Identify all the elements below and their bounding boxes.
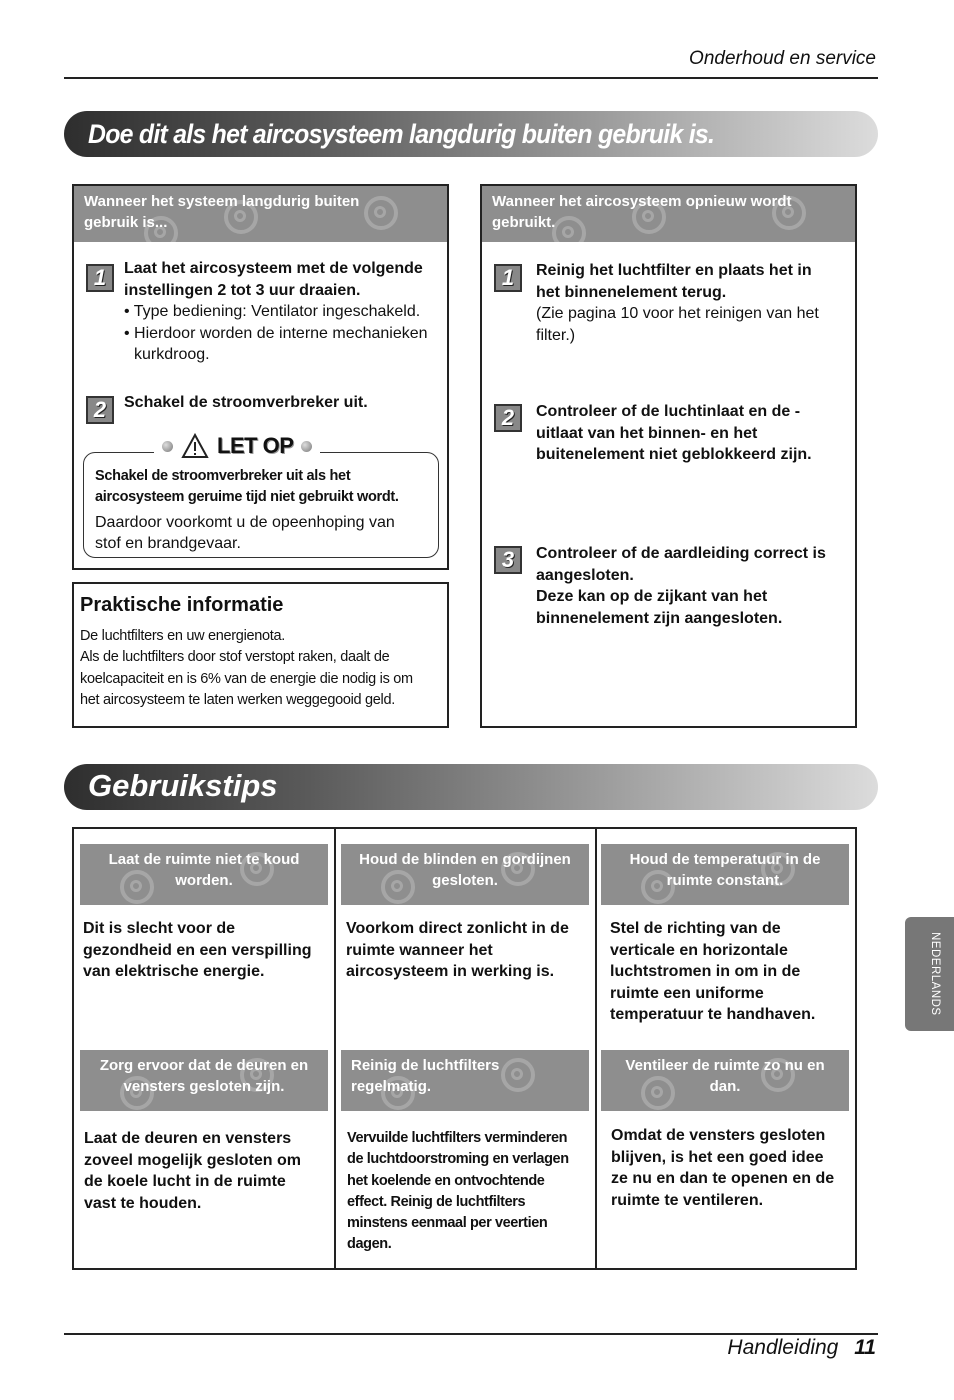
warning-icon bbox=[181, 433, 209, 459]
tip-5-header: Reinig de luchtfilters regelmatig. bbox=[341, 1050, 589, 1111]
tip-2-header: Houd de blinden en gordijnen gesloten. bbox=[341, 844, 589, 905]
restart-box bbox=[480, 184, 857, 728]
caution-title-bar bbox=[154, 431, 320, 461]
banner-tips bbox=[64, 764, 878, 810]
footer-rule bbox=[64, 1333, 878, 1335]
step-1-badge: 1 bbox=[86, 264, 114, 292]
footer-label: Handleiding bbox=[727, 1336, 839, 1359]
header-rule bbox=[64, 77, 878, 79]
caution-title: LET OP bbox=[217, 433, 294, 458]
language-tab-label: NEDERLANDS bbox=[929, 932, 941, 1016]
page-number: 11 bbox=[854, 1336, 876, 1359]
caution-box bbox=[83, 433, 439, 558]
tip-1-header: Laat de ruimte niet te koud worden. bbox=[80, 844, 328, 905]
banner-storage bbox=[64, 111, 878, 157]
storage-step-2: Schakel de stroomverbreker uit. bbox=[124, 394, 368, 411]
info-text: De luchtfilters en uw energienota. Als de luchtfilters door stof verstopt raken, daalt de koelcapaciteit en is 6% van de energie die nodig is om het aircosysteem te laten werken weggegooid geld. bbox=[80, 628, 413, 708]
restart-box-header: Wanneer het aircosysteem opnieuw wordt gebruikt. bbox=[482, 186, 855, 242]
info-box bbox=[72, 582, 449, 728]
step-3-badge: 3 bbox=[494, 546, 522, 574]
storage-box-header: Wanneer het systeem langdurig buiten gebruik is... bbox=[74, 186, 447, 242]
restart-step-3: Controleer of de aardleiding correct is aangesloten. Deze kan op de zijkant van het binnenelement zijn aangesloten. bbox=[536, 545, 826, 627]
storage-step-1: Laat het aircosysteem met de volgende instellingen 2 tot 3 uur draaien. • Type bediening: Ventilator ingeschakeld. • Hierdoor worden de interne mechanieken kurkdroog. bbox=[124, 260, 428, 363]
footer bbox=[727, 1336, 876, 1360]
info-title: Praktische informatie bbox=[80, 594, 284, 616]
banner-storage-title: Doe dit als het aircosysteem langdurig buiten gebruik is. bbox=[88, 119, 715, 149]
restart-step-1: Reinig het luchtfilter en plaats het in het binnenelement terug. (Zie pagina 10 voor het reinigen van het filter.) bbox=[536, 262, 819, 344]
language-tab bbox=[905, 917, 954, 1031]
tip-3-header: Houd de temperatuur in de ruimte constant. bbox=[601, 844, 849, 905]
tips-grid bbox=[72, 827, 857, 1270]
dot-icon bbox=[162, 441, 173, 452]
step-1-badge: 1 bbox=[494, 264, 522, 292]
tip-5-body: Vervuilde luchtfilters verminderen de luchtdoorstroming en verlagen het koelende en ontvochtende effect. Reinig de luchtfilters minstens eenmaal per veertien dagen. bbox=[347, 1130, 569, 1253]
tip-4-header: Zorg ervoor dat de deuren en vensters gesloten zijn. bbox=[80, 1050, 328, 1111]
dot-icon bbox=[301, 441, 312, 452]
step-2-badge: 2 bbox=[86, 396, 114, 424]
caution-text: Schakel de stroomverbreker uit als het aircosysteem geruime tijd niet gebruikt wordt. Daardoor voorkomt u de opeenhoping van stof en brandgevaar. bbox=[95, 468, 399, 553]
restart-step-2: Controleer of de luchtinlaat en de - uitlaat van het binnen- en het buitenelement niet geblokkeerd zijn. bbox=[536, 403, 812, 463]
section-title: Onderhoud en service bbox=[689, 48, 876, 69]
step-2-badge: 2 bbox=[494, 404, 522, 432]
tip-6-body: Omdat de vensters gesloten blijven, is het een goed idee ze nu en dan te openen en de ruimte te ventileren. bbox=[611, 1127, 835, 1209]
storage-box bbox=[72, 184, 449, 570]
tip-6-header: Ventileer de ruimte zo nu en dan. bbox=[601, 1050, 849, 1111]
tip-4-body: Laat de deuren en vensters zoveel mogelijk gesloten om de koele lucht in de ruimte vast te houden. bbox=[84, 1130, 301, 1212]
tip-2-body: Voorkom direct zonlicht in de ruimte wanneer het aircosysteem in werking is. bbox=[346, 920, 569, 980]
banner-tips-title: Gebruikstips bbox=[88, 768, 278, 803]
tip-3-body: Stel de richting van de verticale en horizontale luchtstromen in om in de ruimte een uniforme temperatuur te handhaven. bbox=[610, 920, 816, 1023]
tip-1-body: Dit is slecht voor de gezondheid en een verspilling van elektrische energie. bbox=[83, 920, 312, 980]
